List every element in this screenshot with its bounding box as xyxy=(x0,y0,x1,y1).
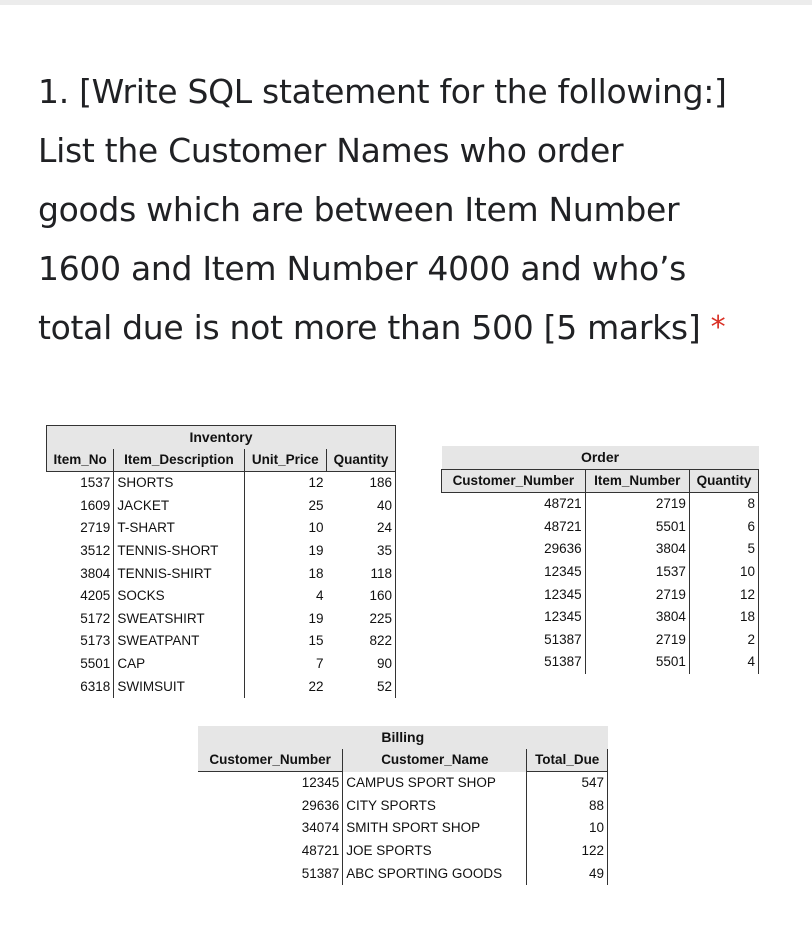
inventory-header-item-no: Item_No xyxy=(47,449,114,472)
table-row xyxy=(198,772,608,795)
item-description-cell: TENNIS-SHIRT xyxy=(114,563,244,586)
unit-price-cell: 4 xyxy=(315,588,324,604)
item-description-cell: SHORTS xyxy=(114,472,244,495)
item-no-cell: 6318 xyxy=(47,676,114,699)
question-text xyxy=(38,62,798,357)
customer-number-cell: 51387 xyxy=(442,651,586,674)
customer-number-cell: 12345 xyxy=(198,772,343,795)
customer-number-cell: 29636 xyxy=(198,795,343,818)
table-row xyxy=(442,606,759,629)
order-title: Order xyxy=(580,449,620,465)
customer-name-cell: ABC SPORTING GOODS xyxy=(343,863,527,886)
item-description-cell: SWIMSUIT xyxy=(114,676,244,699)
customer-name-cell: SMITH SPORT SHOP xyxy=(343,817,527,840)
order-table xyxy=(441,446,759,674)
total-due-cell: 122 xyxy=(527,840,608,863)
question-line xyxy=(38,298,798,357)
item-number-cell: 2719 xyxy=(585,493,689,516)
item-no-cell: 5172 xyxy=(47,608,114,631)
quantity-cell: 822 xyxy=(326,630,395,653)
unit-price-cell: 22 xyxy=(308,678,324,694)
table-row xyxy=(442,584,759,607)
unit-price-cell: 7 xyxy=(315,655,324,671)
item-no-cell: 3804 xyxy=(47,563,114,586)
table-row xyxy=(442,516,759,539)
billing-header-total-due: Total_Due xyxy=(527,749,608,772)
billing-header-customer-name: Customer_Name xyxy=(343,749,527,772)
customer-number-cell: 12345 xyxy=(442,584,586,607)
table-row xyxy=(47,495,396,518)
item-no-cell: 5501 xyxy=(47,653,114,676)
item-number-cell: 3804 xyxy=(585,606,689,629)
customer-number-cell: 48721 xyxy=(442,493,586,516)
inventory-table xyxy=(46,425,396,698)
quantity-cell: 5 xyxy=(689,538,758,561)
table-row xyxy=(442,493,759,516)
table-row xyxy=(198,840,608,863)
order-body xyxy=(442,493,759,674)
inventory-body xyxy=(47,472,396,698)
quantity-cell: 186 xyxy=(326,472,395,495)
customer-name-cell: CAMPUS SPORT SHOP xyxy=(343,772,527,795)
top-divider xyxy=(0,0,812,5)
required-asterisk: * xyxy=(710,310,726,345)
inventory-title: Inventory xyxy=(47,426,396,449)
quantity-cell: 4 xyxy=(689,651,758,674)
table-row xyxy=(47,472,396,495)
item-description-cell: JACKET xyxy=(114,495,244,518)
customer-number-cell: 34074 xyxy=(198,817,343,840)
question-line-text: total due is not more than 500 [5 marks] xyxy=(38,308,701,347)
quantity-cell: 118 xyxy=(326,563,395,586)
unit-price-cell: 19 xyxy=(308,542,324,558)
item-number-cell: 2719 xyxy=(585,629,689,652)
billing-body xyxy=(198,772,608,885)
question-line: 1. [Write SQL statement for the following:] xyxy=(38,72,727,111)
item-description-cell: T-SHART xyxy=(114,517,244,540)
table-row xyxy=(198,795,608,818)
quantity-cell: 18 xyxy=(689,606,758,629)
customer-number-cell: 51387 xyxy=(442,629,586,652)
item-description-cell: TENNIS-SHORT xyxy=(114,540,244,563)
question-line: 1600 and Item Number 4000 and who’s xyxy=(38,249,687,288)
total-due-cell: 88 xyxy=(527,795,608,818)
item-number-cell: 5501 xyxy=(585,651,689,674)
order-header-quantity: Quantity xyxy=(689,469,758,493)
question-line: List the Customer Names who order xyxy=(38,131,624,170)
quantity-cell: 52 xyxy=(326,676,395,699)
quantity-cell: 2 xyxy=(689,629,758,652)
quantity-cell: 12 xyxy=(689,584,758,607)
table-row xyxy=(198,817,608,840)
item-number-cell: 2719 xyxy=(585,584,689,607)
table-row xyxy=(47,630,396,653)
customer-number-cell: 12345 xyxy=(442,561,586,584)
table-row xyxy=(47,585,396,608)
table-row xyxy=(47,653,396,676)
total-due-cell: 10 xyxy=(527,817,608,840)
billing-table xyxy=(198,726,608,885)
question-line: goods which are between Item Number xyxy=(38,190,680,229)
item-no-cell: 1537 xyxy=(47,472,114,495)
unit-price-cell: 19 xyxy=(308,610,324,626)
table-row xyxy=(442,538,759,561)
customer-number-cell: 29636 xyxy=(442,538,586,561)
table-row xyxy=(442,651,759,674)
table-row xyxy=(47,517,396,540)
unit-price-cell: 18 xyxy=(308,565,324,581)
total-due-cell: 49 xyxy=(527,863,608,886)
quantity-cell: 6 xyxy=(689,516,758,539)
quantity-cell: 160 xyxy=(326,585,395,608)
unit-price-cell: 25 xyxy=(308,497,324,513)
quantity-cell: 90 xyxy=(326,653,395,676)
quantity-cell: 40 xyxy=(326,495,395,518)
item-description-cell: CAP xyxy=(114,653,244,676)
unit-price-cell: 12 xyxy=(308,475,324,491)
table-row xyxy=(198,863,608,886)
customer-name-cell: JOE SPORTS xyxy=(343,840,527,863)
order-header-item-number: Item_Number xyxy=(585,469,689,493)
customer-number-cell: 48721 xyxy=(198,840,343,863)
item-number-cell: 5501 xyxy=(585,516,689,539)
item-description-cell: SWEATSHIRT xyxy=(114,608,244,631)
customer-number-cell: 48721 xyxy=(442,516,586,539)
item-number-cell: 3804 xyxy=(585,538,689,561)
unit-price-cell: 10 xyxy=(308,520,324,536)
quantity-cell: 10 xyxy=(689,561,758,584)
item-no-cell: 5173 xyxy=(47,630,114,653)
table-row xyxy=(47,563,396,586)
order-header-customer-number: Customer_Number xyxy=(442,469,586,493)
item-no-cell: 1609 xyxy=(47,495,114,518)
item-description-cell: SWEATPANT xyxy=(114,630,244,653)
total-due-cell: 547 xyxy=(527,772,608,795)
inventory-header-unit-price: Unit_Price xyxy=(244,449,326,472)
customer-number-cell: 51387 xyxy=(198,863,343,886)
table-row xyxy=(442,629,759,652)
billing-header-customer-number: Customer_Number xyxy=(198,749,343,772)
table-row xyxy=(47,676,396,699)
item-no-cell: 4205 xyxy=(47,585,114,608)
inventory-header-quantity: Quantity xyxy=(326,449,395,472)
quantity-cell: 35 xyxy=(326,540,395,563)
table-row xyxy=(47,608,396,631)
unit-price-cell: 15 xyxy=(308,633,324,649)
item-no-cell: 3512 xyxy=(47,540,114,563)
customer-name-cell: CITY SPORTS xyxy=(343,795,527,818)
table-row xyxy=(442,561,759,584)
table-row xyxy=(47,540,396,563)
item-no-cell: 2719 xyxy=(47,517,114,540)
customer-number-cell: 12345 xyxy=(442,606,586,629)
billing-title: Billing xyxy=(381,729,425,745)
item-description-cell: SOCKS xyxy=(114,585,244,608)
quantity-cell: 24 xyxy=(326,517,395,540)
inventory-header-description: Item_Description xyxy=(114,449,244,472)
item-number-cell: 1537 xyxy=(585,561,689,584)
quantity-cell: 8 xyxy=(689,493,758,516)
quantity-cell: 225 xyxy=(326,608,395,631)
